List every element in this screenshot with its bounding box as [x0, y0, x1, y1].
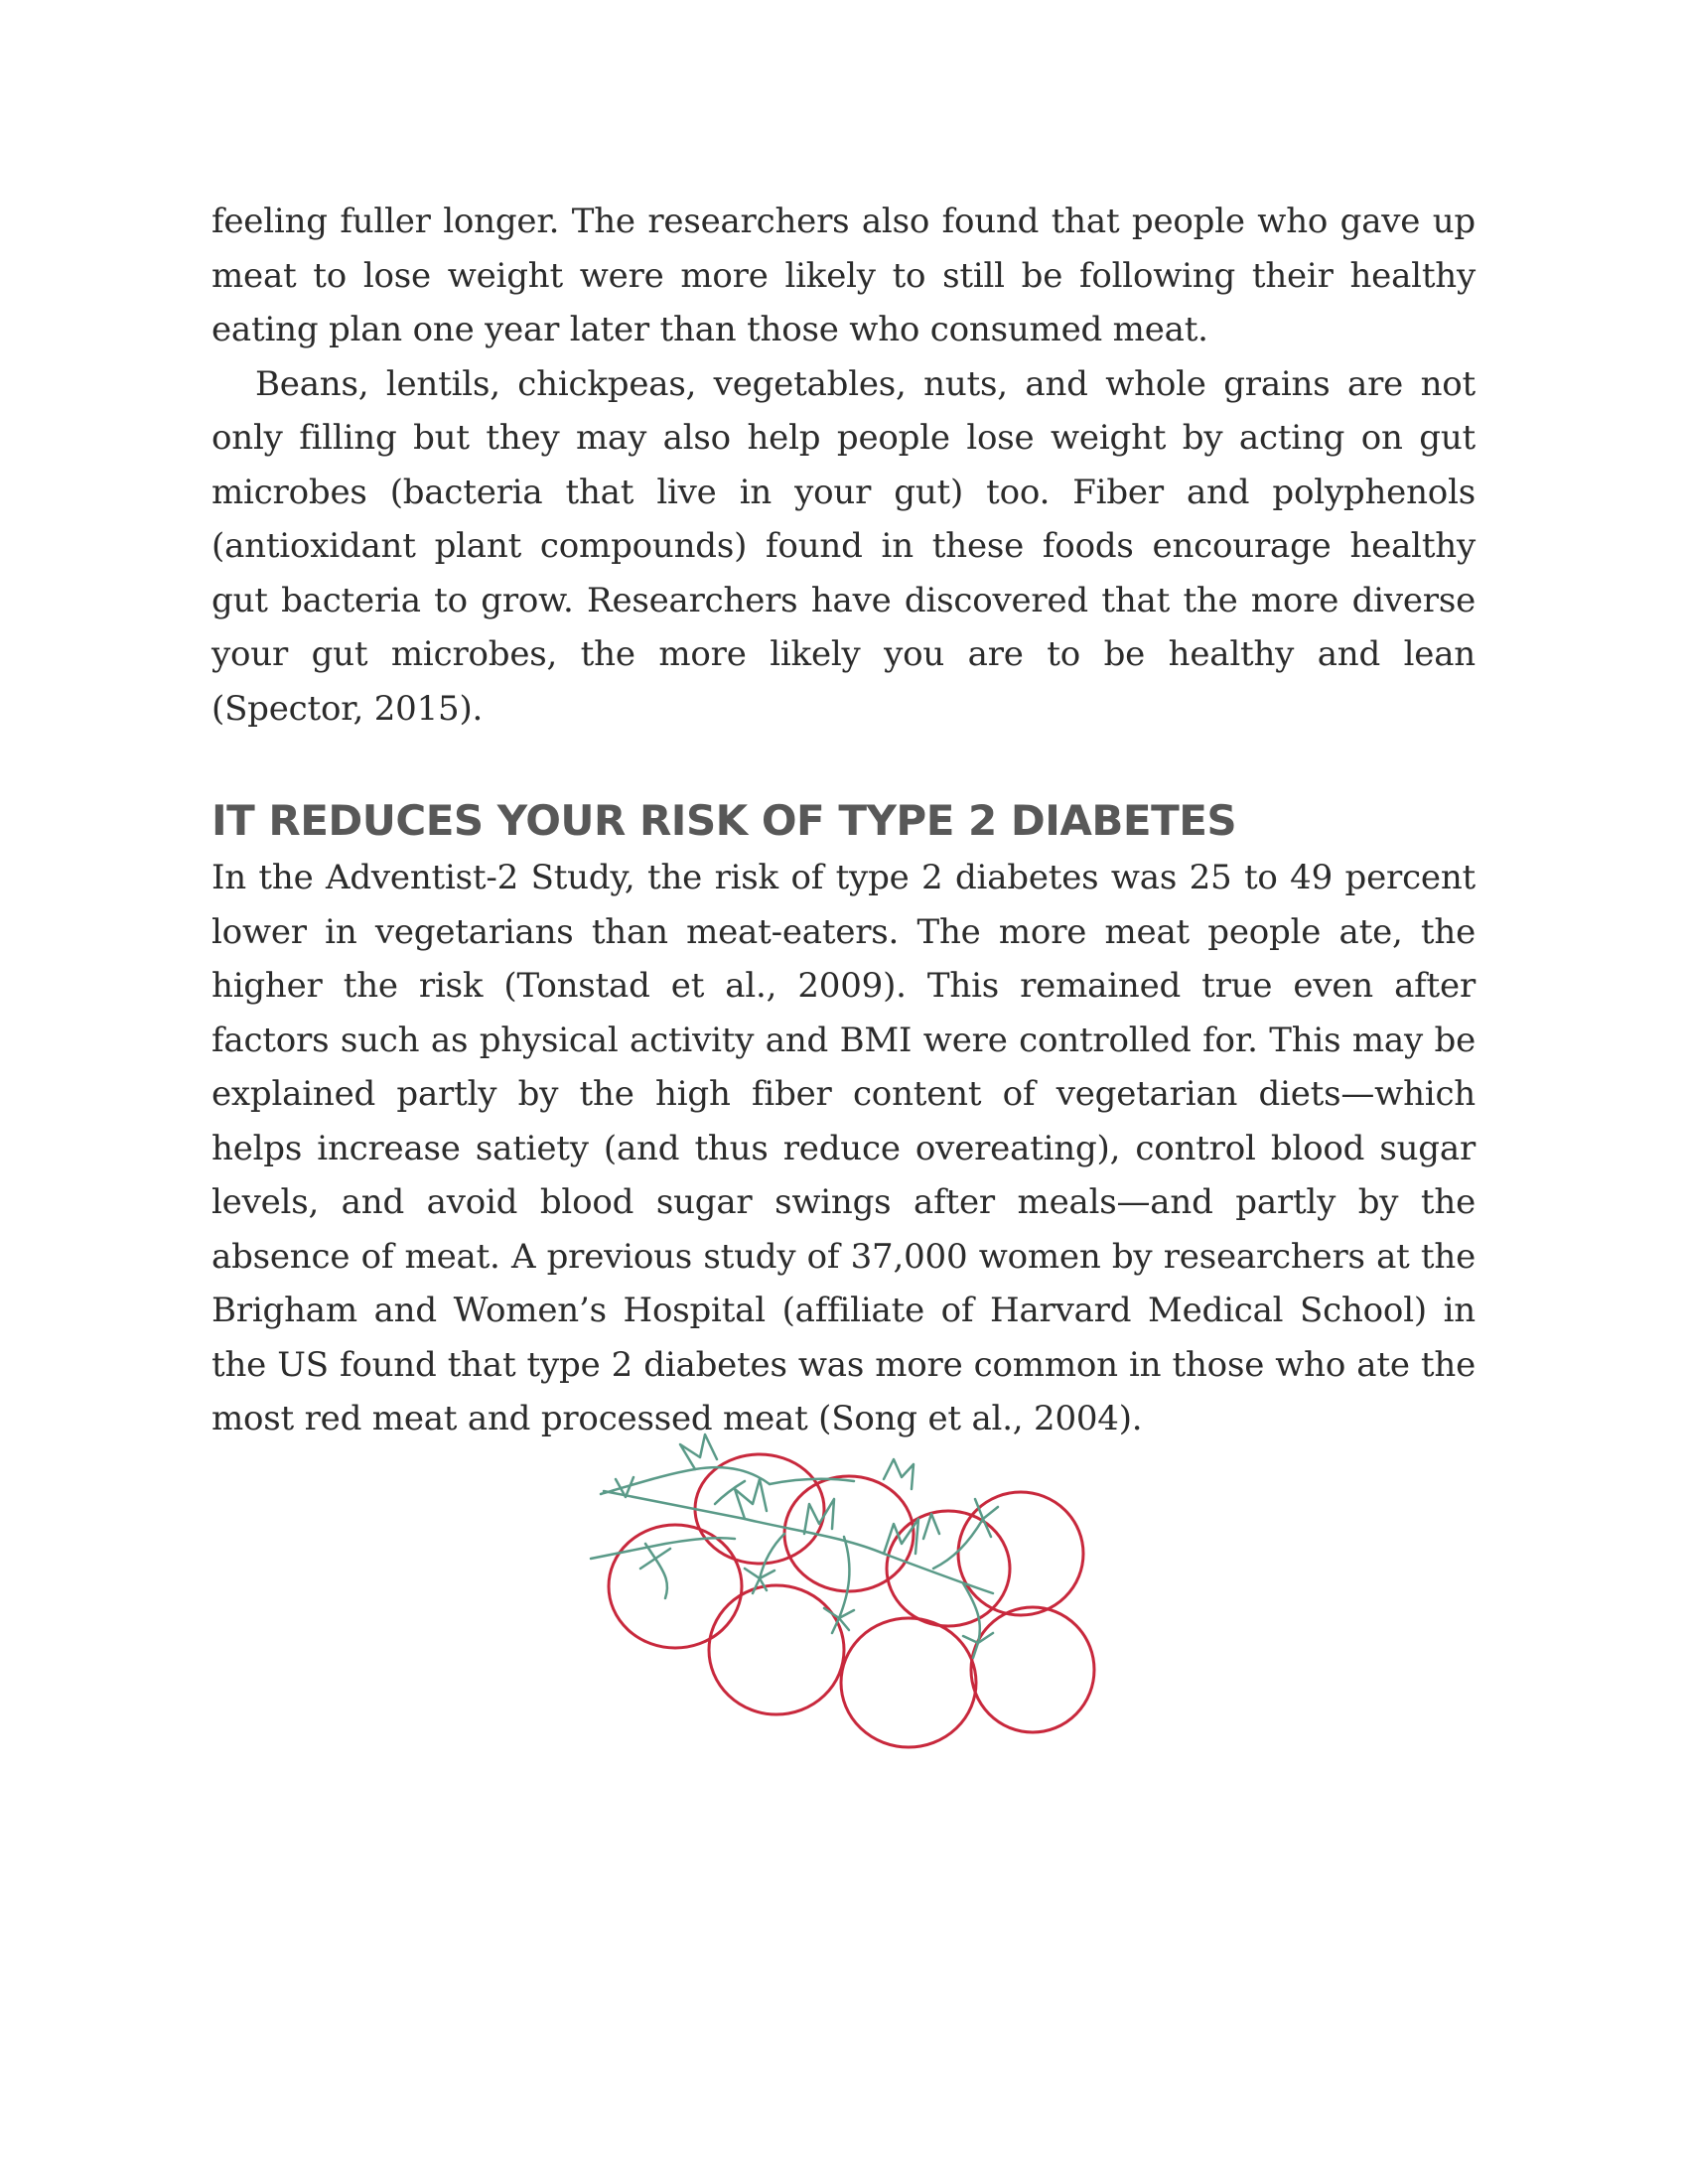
page-content — [211, 195, 1476, 1446]
tomato-icon — [958, 1492, 1083, 1615]
paragraph-continuation: feeling fuller longer. The researchers also found that people who gave up meat to lose weight were more likely to still be following their healthy eating plan one year later than those who consumed meat. — [211, 202, 1476, 349]
section-heading-diabetes: IT REDUCES YOUR RISK OF TYPE 2 DIABETES — [211, 796, 1237, 845]
tomato-vine-icon — [586, 1420, 1102, 1767]
paragraph-diabetes: In the Adventist-2 Study, the risk of type 2 diabetes was 25 to 49 percent lower in vegetarians than meat-eaters. The more meat people ate, the higher the risk (Tonstad et al., 2009). This remained true even after factors such as physical activity and BMI were controlled for. This may be explained partly by the high fiber content of vegetarian diets—which helps increase satiety (and thus reduce overeating), control blood sugar levels, and avoid blood sugar swings after meals—and partly by the absence of meat. A previous study of 37,000 women by researchers at the Brigham and Women’s Hospital (affiliate of Harvard Medical School) in the US found that type 2 diabetes was more common in those who ate the most red meat and processed meat (Song et al., 2004). — [211, 858, 1476, 1438]
tomato-icon — [971, 1607, 1094, 1732]
tomato-icon — [695, 1454, 824, 1564]
tomato-icon — [841, 1618, 976, 1747]
tomato-icon — [709, 1585, 844, 1714]
paragraph-gut-microbes: Beans, lentils, chickpeas, vegetables, nuts, and whole grains are not only filling but they may also help people lose weight by acting on gut microbes (bacteria that live in your gut) too. Fiber and polyphenols (antioxidant plant compounds) found in these foods encourage healthy gut bacteria to grow. Researchers have discovered that the more diverse your gut microbes, the more likely you are to be healthy and lean (Spector, 2015). — [211, 363, 1476, 729]
